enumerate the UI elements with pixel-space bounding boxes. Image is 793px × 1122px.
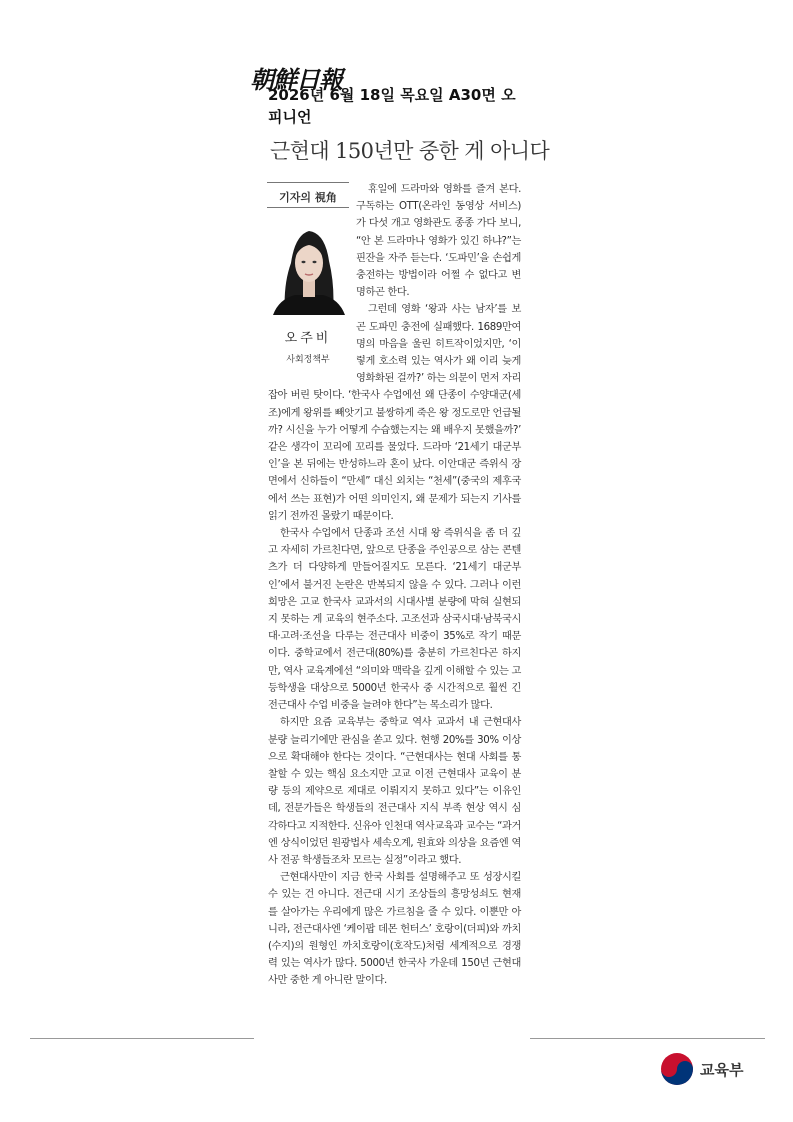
taegeuk-icon	[660, 1052, 694, 1086]
footer-rule-left	[30, 1038, 254, 1039]
footer-rule-right	[530, 1038, 765, 1039]
author-department: 사회정책부	[286, 355, 330, 365]
article-paragraph: 하지만 요즘 교육부는 중학교 역사 교과서 내 근현대사 분량 늘리기에만 관심을 쏟고 있다. 현행 20%를 30% 이상으로 확대해야 한다는 것이다. “근현대사는 현대 사회를 통찰할 수 있는 핵심 요소지만 고교 이전 근현대사 교육이 분량 등의 제약으로 제대로 이뤄지지 못하고 있다”는 이유인데, 전문가들은 학생들의 전근대사 지식 부족 현상 역시 심각하다고 지적한다. 신유아 인천대 역사교육과 교수는 “과거엔 상식이었던 원광법사 세속오계, 원효와 의상을 요즘엔 역사 전공 학생들조차 모르는 실정”이라고 했다.	[268, 717, 521, 866]
byline-float-spacer	[268, 181, 356, 377]
newspaper-masthead: 朝鮮日報	[250, 65, 342, 94]
article-paragraph: 그런데 영화 ‘왕과 사는 남자’를 보곤 도파민 충전에 실패했다. 1689만여 명의 마음을 울린 히트작이었지만, ‘이렇게 호소력 있는 역사가 왜 이리 늦게 영화화된 걸까?’ 하는 의문이 먼저 자리 잡아 버린 탓이다. ‘한국사 수업에선 왜 단종이 수양대군(세조)에게 왕위를 빼앗기고 불쌍하게 죽은 왕 정도로만 언급될까? 시신을 누가 어떻게 수습했는지는 왜 배우지 못했을까?’ 같은 생각이 꼬리에 꼬리를 물었다. 드라마 ‘21세기 대군부인’을 본 뒤에는 반성하느라 혼이 났다. 이안대군 즉위식 장면에서 신하들이 “만세” 대신 외치는 “천세”(중국의 제후국에서 쓰는 표현)가 어떤 의미인지, 왜 문제가 되는지 기사를 읽기 전까진 몰랐기 때문이다.	[268, 304, 521, 522]
article-paragraph: 한국사 수업에서 단종과 조선 시대 왕 즉위식을 좀 더 깊고 자세히 가르친다면, 앞으로 단종을 주인공으로 삼는 콘텐츠가 더 다양하게 만들어질지도 모른다. ‘21세기 대군부인’에서 불거진 논란은 반복되지 않을 수 있다. 그러나 이런 희망은 고교 한국사 교과서의 시대사별 분량에 막혀 실현되지 못하는 게 교육의 현주소다. 고조선과 삼국시대·남북국시대·고려·조선을 다루는 전근대사 비중이 35%로 작기 때문이다. 중학교에서 전근대(80%)를 충분히 가르친다곤 하지만, 역사 교육계에선 “의미와 맥락을 깊게 이해할 수 있는 고등학생을 대상으로 5000년 한국사 중 시간적으로 훨씬 긴 전근대사 수업 비중을 늘려야 한다”는 목소리가 많다.	[268, 528, 521, 712]
ministry-logo	[660, 1051, 743, 1087]
column-label: 기자의 視角	[279, 191, 337, 204]
article-paragraph: 근현대사만이 지금 한국 사회를 설명해주고 또 성장시킬 수 있는 건 아니다. 전근대 시기 조상들의 흥망성쇠도 현재를 살아가는 우리에게 많은 가르침을 줄 수 있다. 이뿐만 아니라, 전근대사엔 ‘케이팝 데몬 헌터스’ 호랑이(더피)와 까치(수지)의 원형인 까치호랑이(호작도)처럼 세계적으로 경쟁력 있는 역사가 많다. 5000년 한국사 가운데 150년 근현대사만 중한 게 아니란 말이다.	[268, 872, 521, 987]
ministry-name: 교육부	[700, 1060, 744, 1079]
dateline: 2026년 6월 18일 목요일 A30면 오피니언	[268, 86, 516, 126]
author-name: 오주비	[284, 331, 332, 346]
article-body	[268, 181, 521, 990]
article-headline: 근현대 150년만 중한 게 아니다	[270, 139, 550, 163]
article-paragraph: 휴일에 드라마와 영화를 즐겨 본다. 구독하는 OTT(온라인 동영상 서비스)가 다섯 개고 영화관도 종종 가다 보니, “안 본 드라마나 영화가 있긴 하냐?”는 핀잔을 자주 듣는다. ‘도파민’을 손쉽게 충전하는 방법이라 어쩔 수 없다고 변명하곤 한다.	[356, 184, 521, 299]
